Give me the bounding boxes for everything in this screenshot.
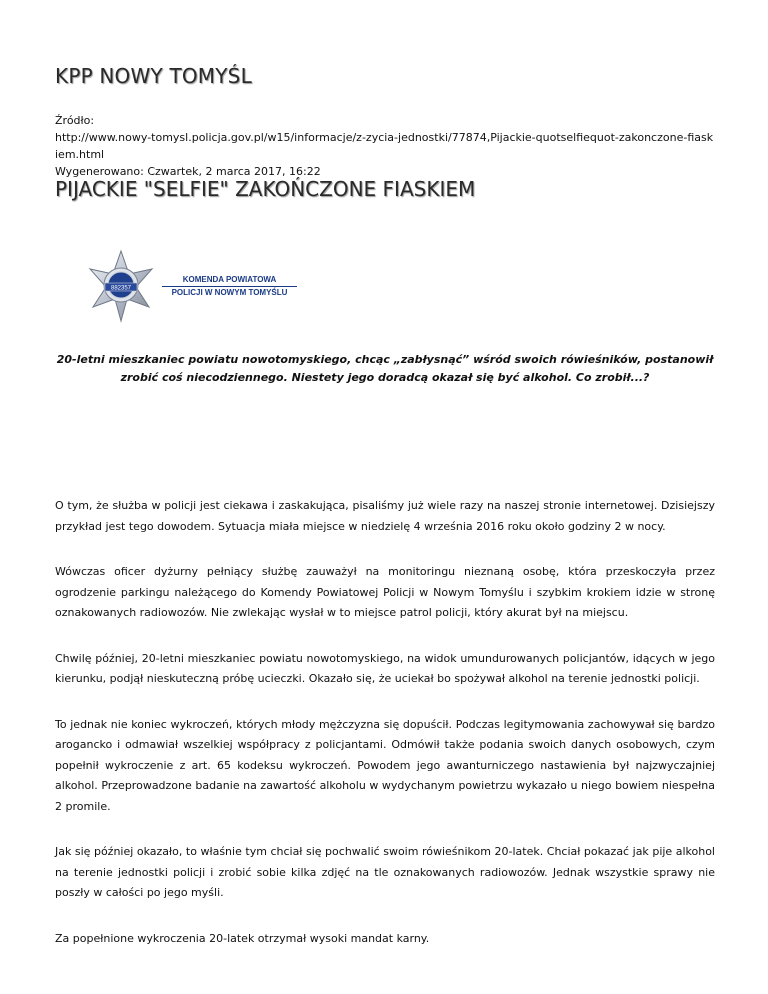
paragraph: O tym, że służba w policji jest ciekawa i zaskakująca, pisaliśmy już wiele razy na naszej stronie internetowej. Dzisiejszy przykład jest tego dowodem. Sytuacja miała miejsce w niedzielę 4 września 2016 roku około godziny 2 w nocy. [55,499,715,533]
article-lead [55,351,715,387]
article-title: PIJACKIE "SELFIE" ZAKOŃCZONE FIASKIEM [55,177,476,201]
source-meta [55,112,715,180]
source-url: http://www.nowy-tomysl.policja.gov.pl/w15/informacje/z-zycia-jednostki/77874,Pijackie-quotselfiequot-zakonczone-fiaskiem.html [55,131,714,161]
site-title: KPP NOWY TOMYŚL [55,64,252,88]
paragraph: Chwilę później, 20-letni mieszkaniec powiatu nowotomyskiego, na widok umundurowanych policjantów, idących w jego kierunku, podjął nieskuteczną próbę ucieczki. Okazało się, że uciekał bo spożywał alkohol na terenie jednostki policji. [55,651,715,685]
source-label: Źródło: [55,114,95,127]
generated-date: Wygenerowano: Czwartek, 2 marca 2017, 16:22 [55,165,321,178]
paragraph: Jak się później okazało, to właśnie tym chciał się pochwalić swoim rówieśnikom 20-latek. Chciał pokazać jak pije alkohol na terenie jednostki policji i zrobić sobie kilka zdjęć na tle oznakowanych radiowozów. Jednak wszystkie sprawy nie poszły w całości po jego myśli. [55,845,715,899]
police-logo [75,249,288,325]
logo-line-1: KOMENDA POWIATOWA [162,275,297,287]
lead-text: 20-letni mieszkaniec powiatu nowotomyskiego, chcąc „zabłysnąć” wśród swoich rówieśników, postanowił zrobić coś niecodziennego. Niestety jego doradcą okazał się być alkohol. Co zrobił...? [56,353,714,384]
paragraph: Za popełnione wykroczenia 20-latek otrzymał wysoki mandat karny. [55,931,430,945]
paragraph: Wówczas oficer dyżurny pełniący służbę zauważył na monitoringu nieznaną osobę, która przeskoczyła przez ogrodzenie parkingu należącego do Komendy Powiatowej Policji w Nowym Tomyślu i szybkim krokiem idzie w stronę oznakowanych radiowozów. Nie zwlekając wysłał w to miejsce patrol policji, który akurat był na miejscu. [55,565,715,619]
logo-line-2: POLICJI W NOWYM TOMYŚLU [171,288,288,297]
logo-text [162,275,297,298]
paragraph: To jednak nie koniec wykroczeń, których młody mężczyzna się dopuścił. Podczas legitymowania zachowywał się bardzo arogancko i odmawiał wszelkiej współpracy z policjantami. Odmówił także podania swoich danych osobowych, czym popełnił wykroczenie z art. 65 kodeksu wykroczeń. Powodem jego awanturniczego nastawienia był najzwyczajniej alkohol. Przeprowadzone badanie na zawartość alkoholu w wydychanym powietrzu wykazało u niego bowiem niespełna 2 promile. [55,717,715,813]
badge-number: 882357 [110,285,132,292]
article-body [55,496,715,974]
